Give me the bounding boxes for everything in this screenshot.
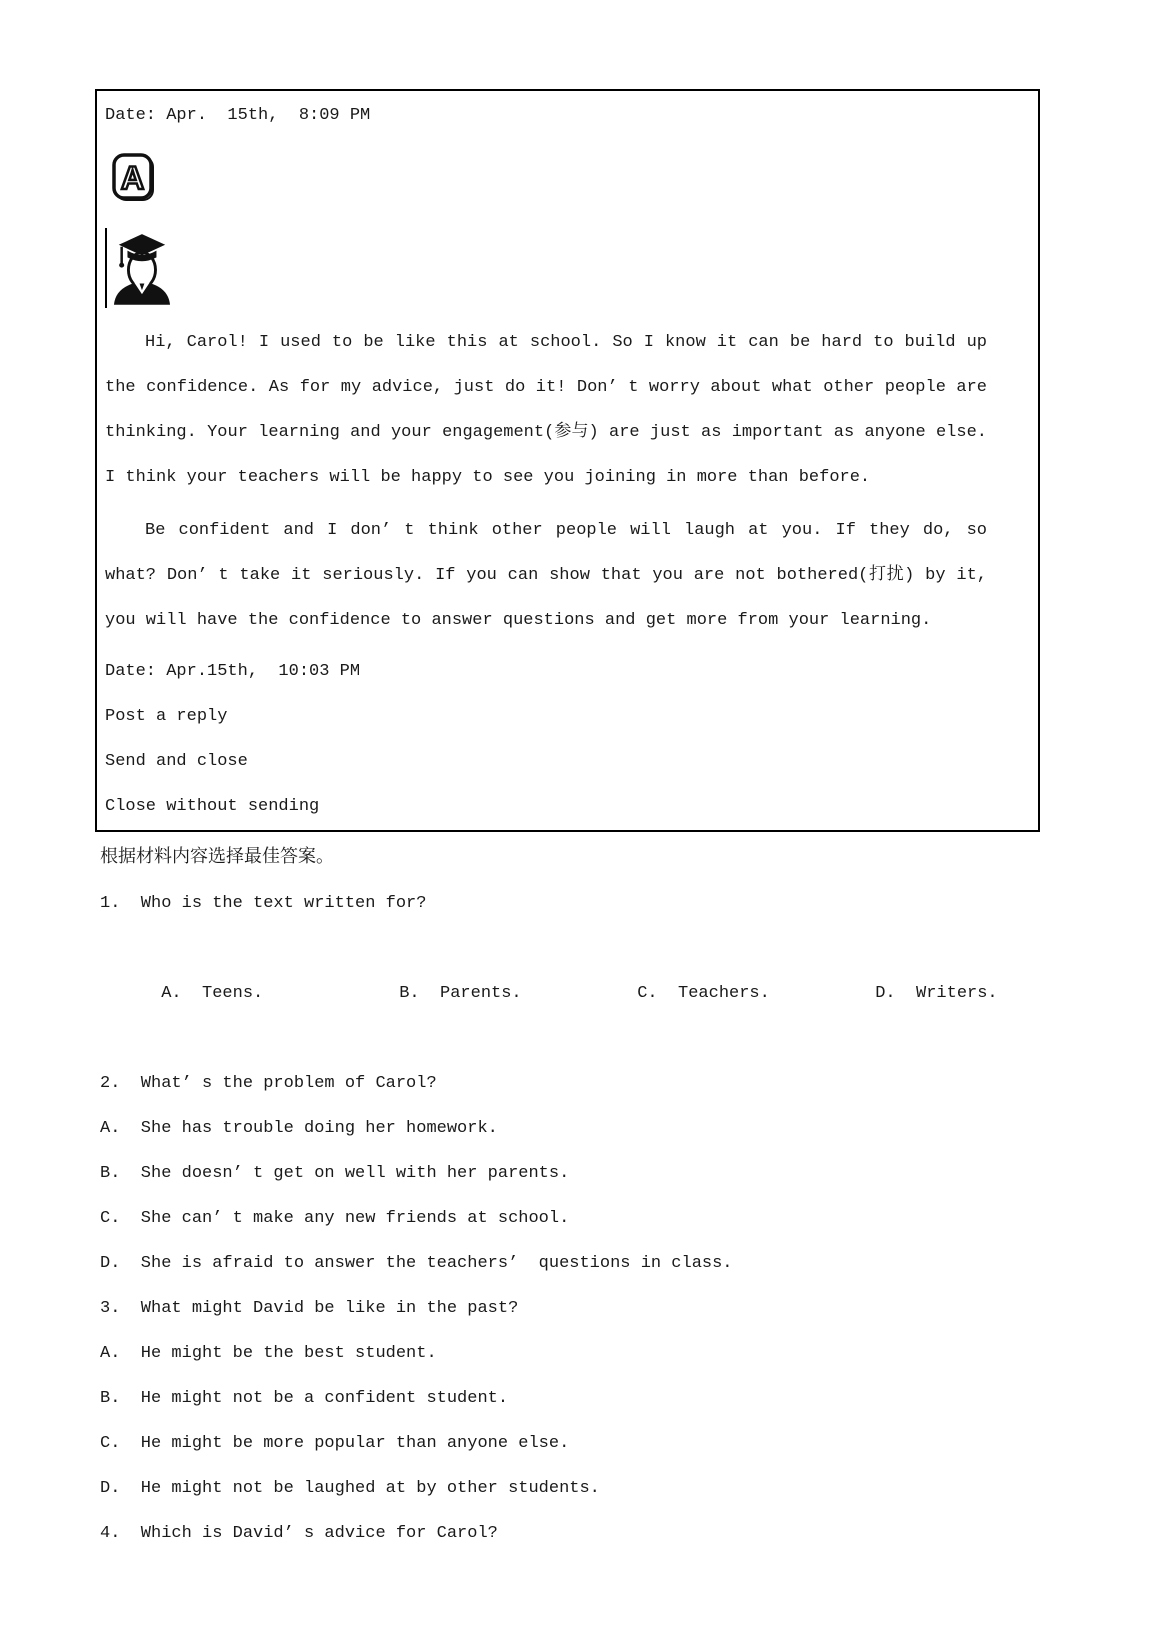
reply-paragraph-2: Be confident and I don’ t think other people will laugh at you. If they do, so what? Don’ t take it seriously. If you can show that you are not bothered(打扰) by it, you will have the confidence to answer questions and get more from your learning.: [105, 521, 987, 630]
option-item: A. She has trouble doing her homework.: [100, 1119, 498, 1138]
option-item: D. Writers.: [875, 984, 998, 1003]
question-4-text: 4. Which is David’ s advice for Carol?: [100, 1524, 498, 1543]
option-item: B. He might not be a confident student.: [100, 1389, 509, 1408]
reply-date-bottom: Date: Apr.15th, 10:03 PM: [105, 662, 361, 681]
send-and-close-link[interactable]: Send and close: [105, 752, 248, 771]
avatar-frame: [105, 228, 171, 308]
graduate-avatar-icon: [112, 295, 170, 313]
svg-text:A: A: [120, 160, 145, 196]
reply-paragraph-1: Hi, Carol! I used to be like this at school. So I know it can be hard to build up the confidence. As for my advice, just do it! Don’ t worry about what other people are thinking. Your learning and your engagement(参与) are just as important as anyone else. I think your teachers will be happy to see you joining in more than before.: [105, 333, 987, 487]
reply-date-top: Date: Apr. 15th, 8:09 PM: [105, 106, 371, 125]
close-without-sending-link[interactable]: Close without sending: [105, 797, 320, 816]
post-a-reply-link[interactable]: Post a reply: [105, 707, 228, 726]
option-item: C. She can’ t make any new friends at school.: [100, 1209, 570, 1228]
option-item: B. She doesn’ t get on well with her parents.: [100, 1164, 570, 1183]
instruction-line: 根据材料内容选择最佳答案。: [100, 848, 334, 868]
option-item: D. He might not be laughed at by other students.: [100, 1479, 600, 1498]
letter-a-icon: [111, 152, 157, 204]
option-item: A. He might be the best student.: [100, 1344, 437, 1363]
option-item: D. She is afraid to answer the teachers’ questions in class.: [100, 1254, 733, 1273]
forum-reply-box: [95, 89, 1040, 832]
question-1-options: [100, 926, 1030, 1061]
question-1-text: 1. Who is the text written for?: [100, 894, 427, 913]
option-item: C. Teachers.: [637, 984, 770, 1003]
question-3-text: 3. What might David be like in the past?: [100, 1299, 519, 1318]
option-item: A. Teens.: [161, 984, 264, 1003]
question-section: [100, 836, 1030, 1556]
option-item: C. He might be more popular than anyone else.: [100, 1434, 570, 1453]
question-2-text: 2. What’ s the problem of Carol?: [100, 1074, 437, 1093]
option-item: B. Parents.: [399, 984, 522, 1003]
